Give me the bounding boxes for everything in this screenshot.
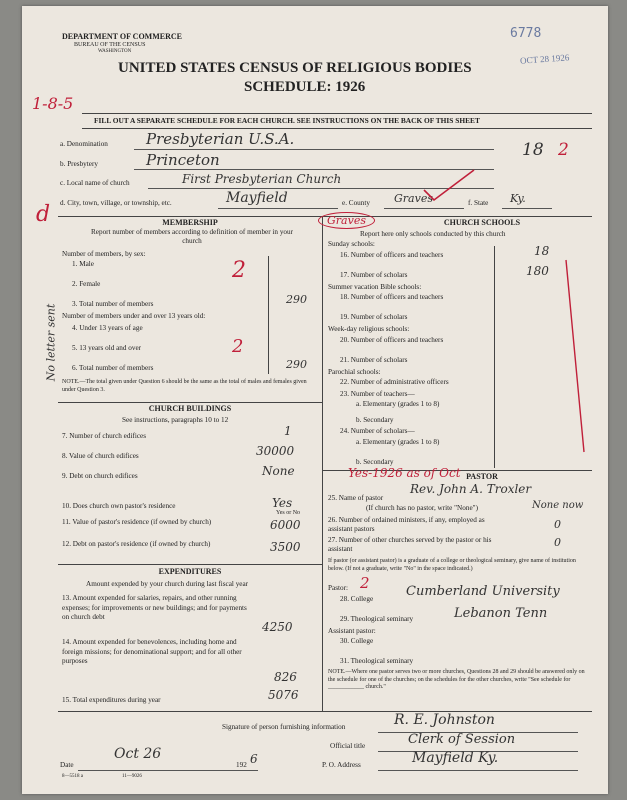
q15-label: 15. Total expenditures during year — [62, 696, 161, 704]
q9-label: 9. Debt on church edifices — [62, 472, 138, 480]
county-label: e. County — [342, 199, 370, 207]
q21-label: 21. Number of scholars — [340, 356, 408, 364]
expenditures-sub: Amount expended by your church during last fiscal year — [86, 580, 249, 588]
schools-title: CHURCH SCHOOLS — [443, 218, 521, 227]
assistant-label: Assistant pastor: — [328, 627, 376, 635]
q26-value: 0 — [554, 518, 561, 531]
q12-label: 12. Debt on pastor's residence (if owned by church) — [62, 540, 211, 548]
q28-label: 28. College — [340, 595, 374, 603]
po-label: P. O. Address — [322, 761, 361, 769]
q16-label: 16. Number of officers and teachers — [340, 251, 444, 259]
official-title-label: Official title — [330, 742, 366, 750]
q10-value: Yes — [272, 496, 293, 510]
q11-label: 11. Value of pastor's residence (if owned by church) — [62, 518, 212, 526]
denomination-value: Presbyterian U.S.A. — [146, 130, 295, 148]
q25-value: Rev. John A. Troxler — [410, 482, 532, 496]
q13-value: 4250 — [262, 620, 293, 634]
form-schedule: SCHEDULE: 1926 — [244, 79, 366, 95]
membership-intro: Report number of members according to definition of member in your church — [91, 228, 293, 245]
q7-value: 1 — [284, 424, 292, 438]
red-2-pastor: 2 — [360, 574, 370, 592]
q18-label: 18. Number of officers and teachers — [340, 293, 444, 301]
q24b-label: b. Secondary — [356, 458, 394, 466]
none-now-note: None now — [532, 500, 584, 511]
yes-no-hint: Yes or No — [276, 510, 301, 516]
date-value: Oct 26 — [114, 746, 162, 762]
q24a-label: a. Elementary (grades 1 to 8) — [356, 438, 440, 446]
pastor-sub-label: Pastor: — [328, 584, 348, 592]
q17-value: 180 — [526, 264, 549, 278]
city-value: Mayfield — [226, 190, 288, 206]
q10-label: 10. Does church own pastor's residence — [62, 502, 176, 510]
presbytery-label: b. Presbytery — [60, 160, 98, 168]
expenditures-title: EXPENDITURES — [158, 567, 222, 576]
q29-value: Lebanon Tenn — [454, 606, 548, 621]
q28-value: Cumberland University — [406, 584, 560, 599]
city-label: WASHINGTON — [98, 49, 132, 54]
form-title: UNITED STATES CENSUS OF RELIGIOUS BODIES — [118, 60, 472, 76]
q13-label: 13. Amount expended for salaries, repairs, and other running expenses; for improvements or new buildings; and for payments on church debt — [62, 594, 247, 621]
graduate-note: If pastor (or assistant pastor) is a graduate of a college or theological seminary, give name of institution below. (If not a graduate, write "No" in the space indicated.) — [328, 558, 576, 572]
q3-value: 290 — [286, 293, 307, 306]
q23-label: 23. Number of teachers— — [340, 390, 415, 398]
code-b: 2 — [558, 140, 569, 160]
presbytery-value: Princeton — [146, 151, 220, 169]
red-d-mark: d — [36, 202, 51, 227]
stamp-number: 6778 — [510, 26, 542, 41]
dept-label: DEPARTMENT OF COMMERCE — [62, 32, 183, 41]
membership-title: MEMBERSHIP — [162, 218, 218, 227]
q7-label: 7. Number of church edifices — [62, 432, 147, 440]
buildings-title: CHURCH BUILDINGS — [148, 404, 232, 413]
by-sex-label: Number of members, by sex: — [62, 250, 146, 258]
q25-label: 25. Name of pastor — [328, 494, 384, 502]
q22-label: 22. Number of administrative officers — [340, 378, 449, 386]
po-value: Mayfield Ky. — [412, 750, 499, 766]
denomination-label: a. Denomination — [60, 140, 108, 148]
code-a: 18 — [522, 140, 544, 160]
year-digit: 6 — [250, 752, 258, 766]
q15-value: 5076 — [268, 688, 299, 702]
q16-value: 18 — [534, 244, 550, 258]
pastor-title: PASTOR — [466, 472, 498, 481]
q25-sub: (If church has no pastor, write "None") — [366, 504, 478, 512]
year-prefix: 192 — [236, 761, 247, 769]
church-name-value: First Presbyterian Church — [182, 172, 342, 186]
q8-label: 8. Value of church edifices — [62, 452, 139, 460]
q14-label: 14. Amount expended for benevolences, including home and foreign missions; for denominational support; and for all other purposes — [62, 638, 242, 665]
state-value: Ky. — [510, 192, 526, 205]
q3-label: 3. Total number of members — [72, 300, 154, 308]
q24-label: 24. Number of scholars— — [340, 427, 415, 435]
q12-value: 3500 — [270, 540, 301, 554]
q27-value: 0 — [554, 536, 561, 549]
stamp-date: OCT 28 1926 — [519, 52, 570, 66]
q17-label: 17. Number of scholars — [340, 271, 408, 279]
summer-label: Summer vacation Bible schools: — [328, 283, 422, 291]
red-2-mark: 2 — [232, 258, 246, 283]
q8-value: 30000 — [256, 444, 295, 458]
form-number-2: 11—9026 — [122, 774, 142, 779]
q14-value: 826 — [274, 670, 297, 684]
q11-value: 6000 — [270, 518, 301, 532]
age-intro: Number of members under and over 13 years old: — [62, 312, 206, 320]
red-check-mark — [420, 166, 480, 206]
q19-label: 19. Number of scholars — [340, 313, 408, 321]
county-value: Graves — [394, 192, 433, 205]
q23a-label: a. Elementary (grades 1 to 8) — [356, 400, 440, 408]
q2-label: 2. Female — [72, 280, 101, 288]
q30-label: 30. College — [340, 637, 374, 645]
bureau-label: BUREAU OF THE CENSUS — [74, 42, 146, 48]
q9-value: None — [262, 464, 295, 478]
red-code: 1-8-5 — [32, 94, 74, 113]
date-label: Date — [60, 761, 74, 769]
fill-instructions: FILL OUT A SEPARATE SCHEDULE FOR EACH CHURCH. SEE INSTRUCTIONS ON THE BACK OF THIS SHEET — [94, 116, 480, 125]
red-dash-line — [562, 256, 592, 456]
q4-label: 4. Under 13 years of age — [72, 324, 143, 332]
city-field-label: d. City, town, village, or township, etc. — [60, 199, 172, 207]
red-mark-q5: 2 — [232, 336, 244, 357]
side-note: No letter sent — [44, 303, 58, 382]
weekday-label: Week-day religious schools: — [328, 325, 410, 333]
parochial-label: Parochial schools: — [328, 368, 381, 376]
q1-label: 1. Male — [72, 260, 94, 268]
census-schedule-sheet — [22, 6, 608, 794]
church-name-label: c. Local name of church — [60, 179, 130, 187]
signature-label: Signature of person furnishing information — [222, 723, 346, 731]
sunday-label: Sunday schools: — [328, 240, 375, 248]
form-number: 8—5518 a — [62, 774, 83, 779]
q26-label: 26. Number of ordained ministers, if any, employed as assistant pastors — [328, 516, 485, 533]
county-note-circled: Graves — [318, 212, 375, 229]
q6-value: 290 — [286, 358, 307, 371]
membership-note: NOTE.—The total given under Question 6 should be the same as the total of males and females given under Question 3. — [62, 379, 307, 393]
q20-label: 20. Number of officers and teachers — [340, 336, 444, 344]
state-label: f. State — [468, 199, 489, 207]
q5-label: 5. 13 years old and over — [72, 344, 142, 352]
buildings-sub: See instructions, paragraphs 10 to 12 — [122, 416, 229, 424]
q23b-label: b. Secondary — [356, 416, 394, 424]
q27-label: 27. Number of other churches served by the pastor or his assistant — [328, 536, 492, 553]
q6-label: 6. Total number of members — [72, 364, 154, 372]
q31-label: 31. Theological seminary — [340, 657, 414, 665]
pastor-red-note: Yes-1926 as of Oct — [348, 466, 461, 480]
official-title-value: Clerk of Session — [408, 732, 516, 747]
q29-label: 29. Theological seminary — [340, 615, 414, 623]
pastor-note: NOTE.—Where one pastor serves two or more churches, Questions 28 and 29 should be answered only on the schedule for one of the churches; on the schedules for the other churches, write "See schedule for ____________ church." — [328, 669, 585, 690]
schools-intro: Report here only schools conducted by this church — [360, 230, 506, 238]
signature-value: R. E. Johnston — [394, 712, 495, 728]
